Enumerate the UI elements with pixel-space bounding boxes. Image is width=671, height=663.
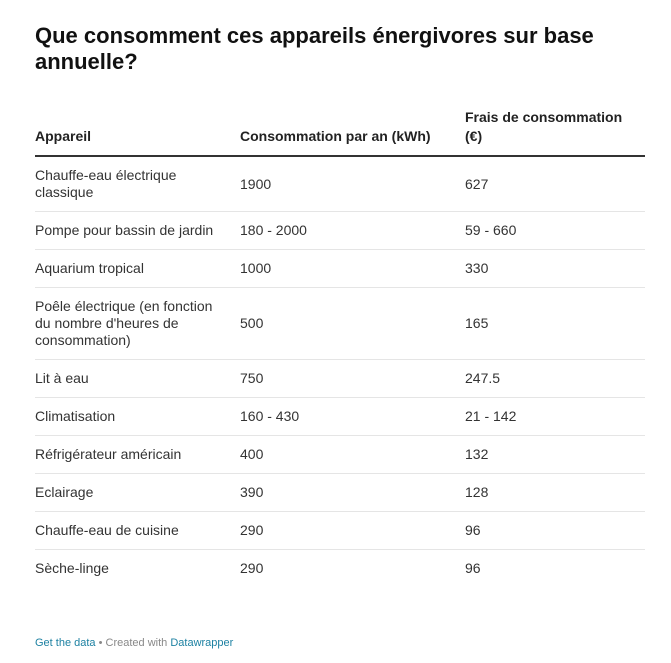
- cell-appareil: Aquarium tropical: [35, 250, 240, 288]
- chart-title: Que consomment ces appareils énergivores sur base annuelle?: [35, 23, 594, 74]
- footer-separator-text: • Created with: [95, 637, 171, 649]
- table-row: [35, 550, 645, 588]
- cell-consommation: 400: [240, 436, 465, 474]
- cell-consommation: 1000: [240, 250, 465, 288]
- cell-consommation: 500: [240, 288, 465, 360]
- cell-frais: 128: [465, 474, 645, 512]
- cell-appareil: Pompe pour bassin de jardin: [35, 212, 240, 250]
- cell-appareil: Lit à eau: [35, 360, 240, 398]
- data-table: [35, 108, 645, 587]
- cell-frais: 165: [465, 288, 645, 360]
- cell-frais: 21 - 142: [465, 398, 645, 436]
- cell-appareil: Sèche-linge: [35, 560, 109, 576]
- table-header-row: [35, 108, 645, 156]
- cell-consommation: 290: [240, 512, 465, 550]
- cell-frais: 627: [465, 156, 645, 212]
- cell-frais: 59 - 660: [465, 212, 645, 250]
- cell-consommation: 290: [240, 560, 264, 576]
- cell-frais: 96: [465, 512, 645, 550]
- cell-appareil: Eclairage: [35, 474, 240, 512]
- get-the-data-link[interactable]: Get the data: [35, 637, 96, 649]
- table-body: [35, 156, 645, 587]
- cell-consommation: 750: [240, 360, 465, 398]
- cell-appareil: Climatisation: [35, 398, 240, 436]
- table-row: [35, 398, 645, 436]
- cell-frais: 247.5: [465, 360, 645, 398]
- cell-consommation: 160 - 430: [240, 398, 465, 436]
- cell-appareil: Chauffe-eau électrique classique: [35, 156, 240, 212]
- column-header-frais[interactable]: Frais de consommation (€): [465, 108, 645, 156]
- cell-frais: 330: [465, 250, 645, 288]
- cell-consommation: 180 - 2000: [240, 212, 465, 250]
- cell-frais: 96: [465, 560, 481, 576]
- cell-consommation: 1900: [240, 156, 465, 212]
- table-row: [35, 250, 645, 288]
- table-row: [35, 436, 645, 474]
- column-header-consommation[interactable]: Consommation par an (kWh): [240, 108, 465, 156]
- cell-consommation: 390: [240, 474, 465, 512]
- table-row: [35, 212, 645, 250]
- cell-appareil: Chauffe-eau de cuisine: [35, 512, 240, 550]
- column-header-appareil[interactable]: Appareil: [35, 108, 240, 156]
- table-row: [35, 156, 645, 212]
- table-row: [35, 360, 645, 398]
- cell-frais: 132: [465, 436, 645, 474]
- table-row: [35, 512, 645, 550]
- cell-appareil: Réfrigérateur américain: [35, 436, 240, 474]
- cell-appareil: Poêle électrique (en fonction du nombre d'heures de consommation): [35, 288, 240, 360]
- table-row: [35, 288, 645, 360]
- datawrapper-link[interactable]: Datawrapper: [170, 637, 234, 649]
- chart-footer: [35, 637, 233, 649]
- table-row: [35, 474, 645, 512]
